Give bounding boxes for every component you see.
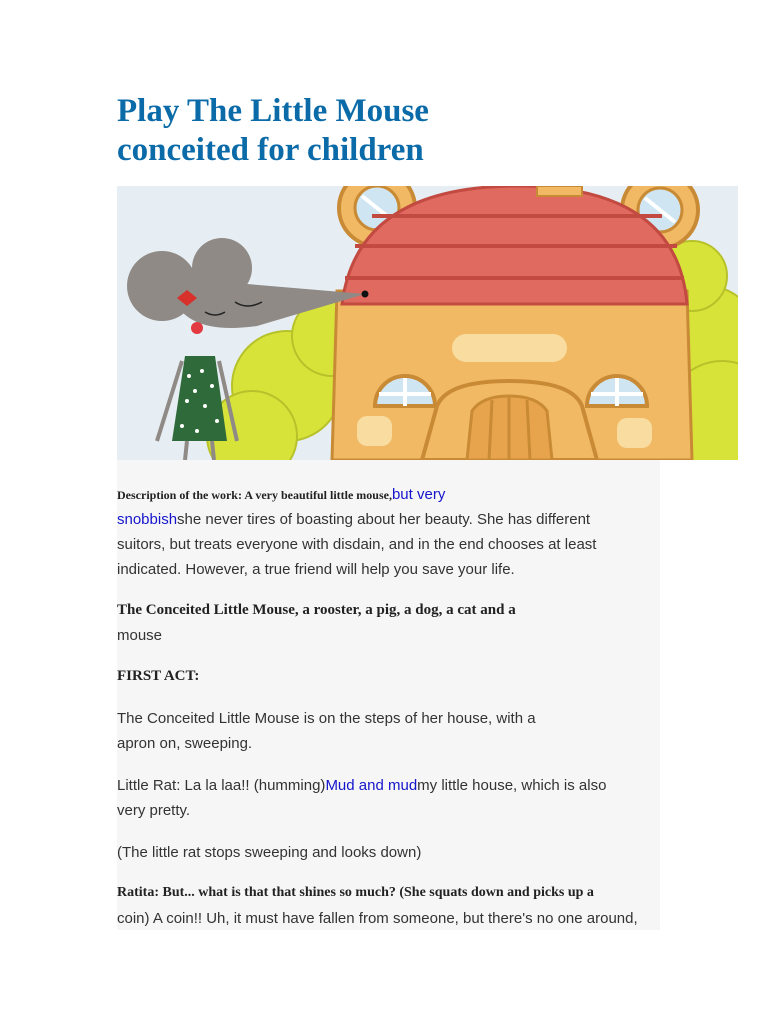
link-mud-and-mud[interactable]: Mud and mud (325, 777, 418, 794)
description-line-3: suitors, but treats everyone with disdain, and in the end chooses at least (117, 536, 597, 553)
story-content (117, 460, 660, 930)
description-line-4: indicated. However, a true friend will help you save your life. (117, 561, 515, 578)
scene-line-2: apron on, sweeping. (117, 735, 253, 752)
link-snobbish[interactable]: snobbish (117, 511, 178, 528)
rat-line-paragraph (117, 773, 660, 823)
ratita-paragraph (117, 881, 660, 930)
page-title (117, 92, 637, 170)
description-line-2: she never tires of boasting about her beauty. She has different (177, 511, 591, 528)
scene-line-1: The Conceited Little Mouse is on the steps of her house, with a (117, 710, 536, 727)
mouse-and-house-illustration (117, 186, 738, 460)
description-lead: Description of the work: A very beautiful little mouse, (117, 488, 392, 502)
page-title-line-2: conceited for children (117, 132, 424, 168)
scene-paragraph (117, 706, 660, 756)
page-title-line-1: Play The Little Mouse (117, 93, 429, 129)
description-paragraph (117, 482, 660, 582)
rat-line-tail: my little house, which is also (417, 777, 607, 794)
rat-line-2: very pretty. (117, 802, 191, 819)
stage-direction: (The little rat stops sweeping and looks down) (117, 844, 422, 861)
hero-illustration (117, 186, 738, 460)
ratita-line-1: Ratita: But... what is that that shines so much? (She squats down and picks up a (117, 885, 594, 900)
ratita-line-2: coin) A coin!! Uh, it must have fallen from someone, but there's no one around, (117, 910, 638, 927)
characters-line-2: mouse (117, 627, 163, 644)
link-but-very[interactable]: but very (391, 486, 446, 503)
rat-line-lead: Little Rat: La la laa!! (humming) (117, 777, 326, 794)
act-heading: FIRST ACT: (117, 668, 200, 684)
characters-line-1: The Conceited Little Mouse, a rooster, a pig, a dog, a cat and a (117, 602, 516, 618)
characters-paragraph (117, 598, 660, 648)
